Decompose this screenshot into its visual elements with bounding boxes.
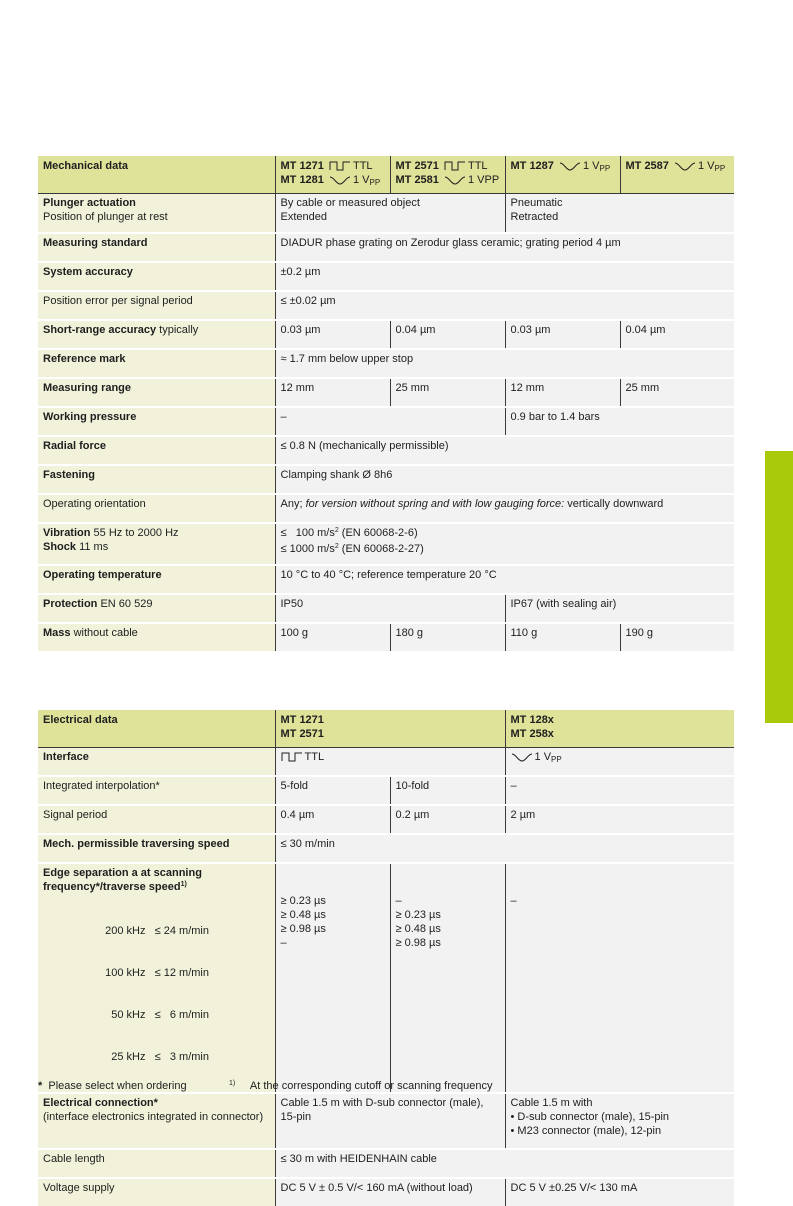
row-short-range-accuracy: Short-range accuracy typically 0.03 µm 0.04 µm 0.03 µm 0.04 µm [38, 320, 734, 349]
row-traversing-speed: Mech. permissible traversing speed ≤ 30 m/min [38, 834, 734, 863]
row-working-pressure: Working pressure – 0.9 bar to 1.4 bars [38, 407, 734, 436]
row-fastening: Fastening Clamping shank Ø 8h6 [38, 465, 734, 494]
header-mt1287: MT 1287 1 VPP [505, 156, 620, 194]
square-wave-icon [329, 160, 351, 171]
row-integrated-interpolation: Integrated interpolation* 5-fold 10-fold – [38, 776, 734, 805]
row-measuring-range: Measuring range 12 mm 25 mm 12 mm 25 mm [38, 378, 734, 407]
footnote-ordering: * Please select when ordering [38, 1080, 187, 1092]
square-wave-icon [281, 751, 303, 762]
row-protection: Protection EN 60 529 IP50 IP67 (with sealing air) [38, 594, 734, 623]
row-operating-temperature: Operating temperature 10 °C to 40 °C; reference temperature 20 °C [38, 565, 734, 594]
sine-wave-icon [444, 174, 466, 185]
row-signal-period: Signal period 0.4 µm 0.2 µm 2 µm [38, 805, 734, 834]
sine-wave-icon [559, 160, 581, 171]
row-mass: Mass without cable 100 g 180 g 110 g 190 g [38, 623, 734, 651]
sine-wave-icon [329, 174, 351, 185]
header-mt2587: MT 2587 1 VPP [620, 156, 734, 194]
row-reference-mark: Reference mark ≈ 1.7 mm below upper stop [38, 349, 734, 378]
row-cable-length: Cable length ≤ 30 m with HEIDENHAIN cable [38, 1149, 734, 1178]
square-wave-icon [444, 160, 466, 171]
row-radial-force: Radial force ≤ 0.8 N (mechanically permissible) [38, 436, 734, 465]
mechanical-header-label: Mechanical data [38, 156, 275, 194]
electrical-header-row: Electrical data MT 1271 MT 2571 MT 128x MT 258x [38, 710, 734, 748]
row-system-accuracy: System accuracy ±0.2 µm [38, 262, 734, 291]
row-vibration-shock: Vibration 55 Hz to 2000 Hz Shock 11 ms ≤ 100 $m/s^2$ (EN 60068-2-6) ≤ 1000 $m/s^2$ (EN 60068-2-27) [38, 523, 734, 565]
row-interface: Interface TTL 1 VPP [38, 748, 734, 777]
row-voltage-supply: Voltage supply DC 5 V ± 0.5 V/< 160 mA (without load) DC 5 V ±0.25 V/< 130 mA [38, 1178, 734, 1206]
row-measuring-standard: Measuring standard DIADUR phase grating on Zerodur glass ceramic; grating period 4 µm [38, 233, 734, 262]
row-operating-orientation: Operating orientation Any; for version without spring and with low gauging force: vertically downward [38, 494, 734, 523]
header-mt2571: MT 2571 TTL MT 2581 1 VPP [390, 156, 505, 194]
electrical-data-table [38, 710, 734, 1206]
row-edge-separation: Edge separation a at scanning frequency*/traverse speed$^{1)}$ 200 kHz ≤ 24 m/min 100 kHz ≤ 12 m/min 50 kHz ≤ 6 m/min 25 kHz ≤ 3 m/min ≥ 0.23 µs ≥ 0.48 µs ≥ 0.98 µs – – ≥ 0.23 µs ≥ 0.48 µs ≥ 0.98 µs – [38, 863, 734, 1093]
footnote-cutoff: $^{1)}$ At the corresponding cutoff or scanning frequency [229, 1080, 493, 1092]
sine-wave-icon [511, 751, 533, 762]
sine-wave-icon [674, 160, 696, 171]
mechanical-header-row [38, 156, 734, 194]
row-plunger-actuation: Plunger actuation Position of plunger at rest By cable or measured object Extended Pneumatic Retracted [38, 194, 734, 234]
mechanical-data-table [38, 156, 734, 651]
header-mt1271: MT 1271 TTL MT 1281 1 VPP [275, 156, 390, 194]
section-accent-tab [765, 451, 793, 723]
row-electrical-connection: Electrical connection* (interface electronics integrated in connector) Cable 1.5 m with D-sub connector (male), 15-pin Cable 1.5 m with • D-sub connector (male), 15-pin • M23 connector (male), 12-pin [38, 1093, 734, 1149]
row-position-error: Position error per signal period ≤ ±0.02 µm [38, 291, 734, 320]
